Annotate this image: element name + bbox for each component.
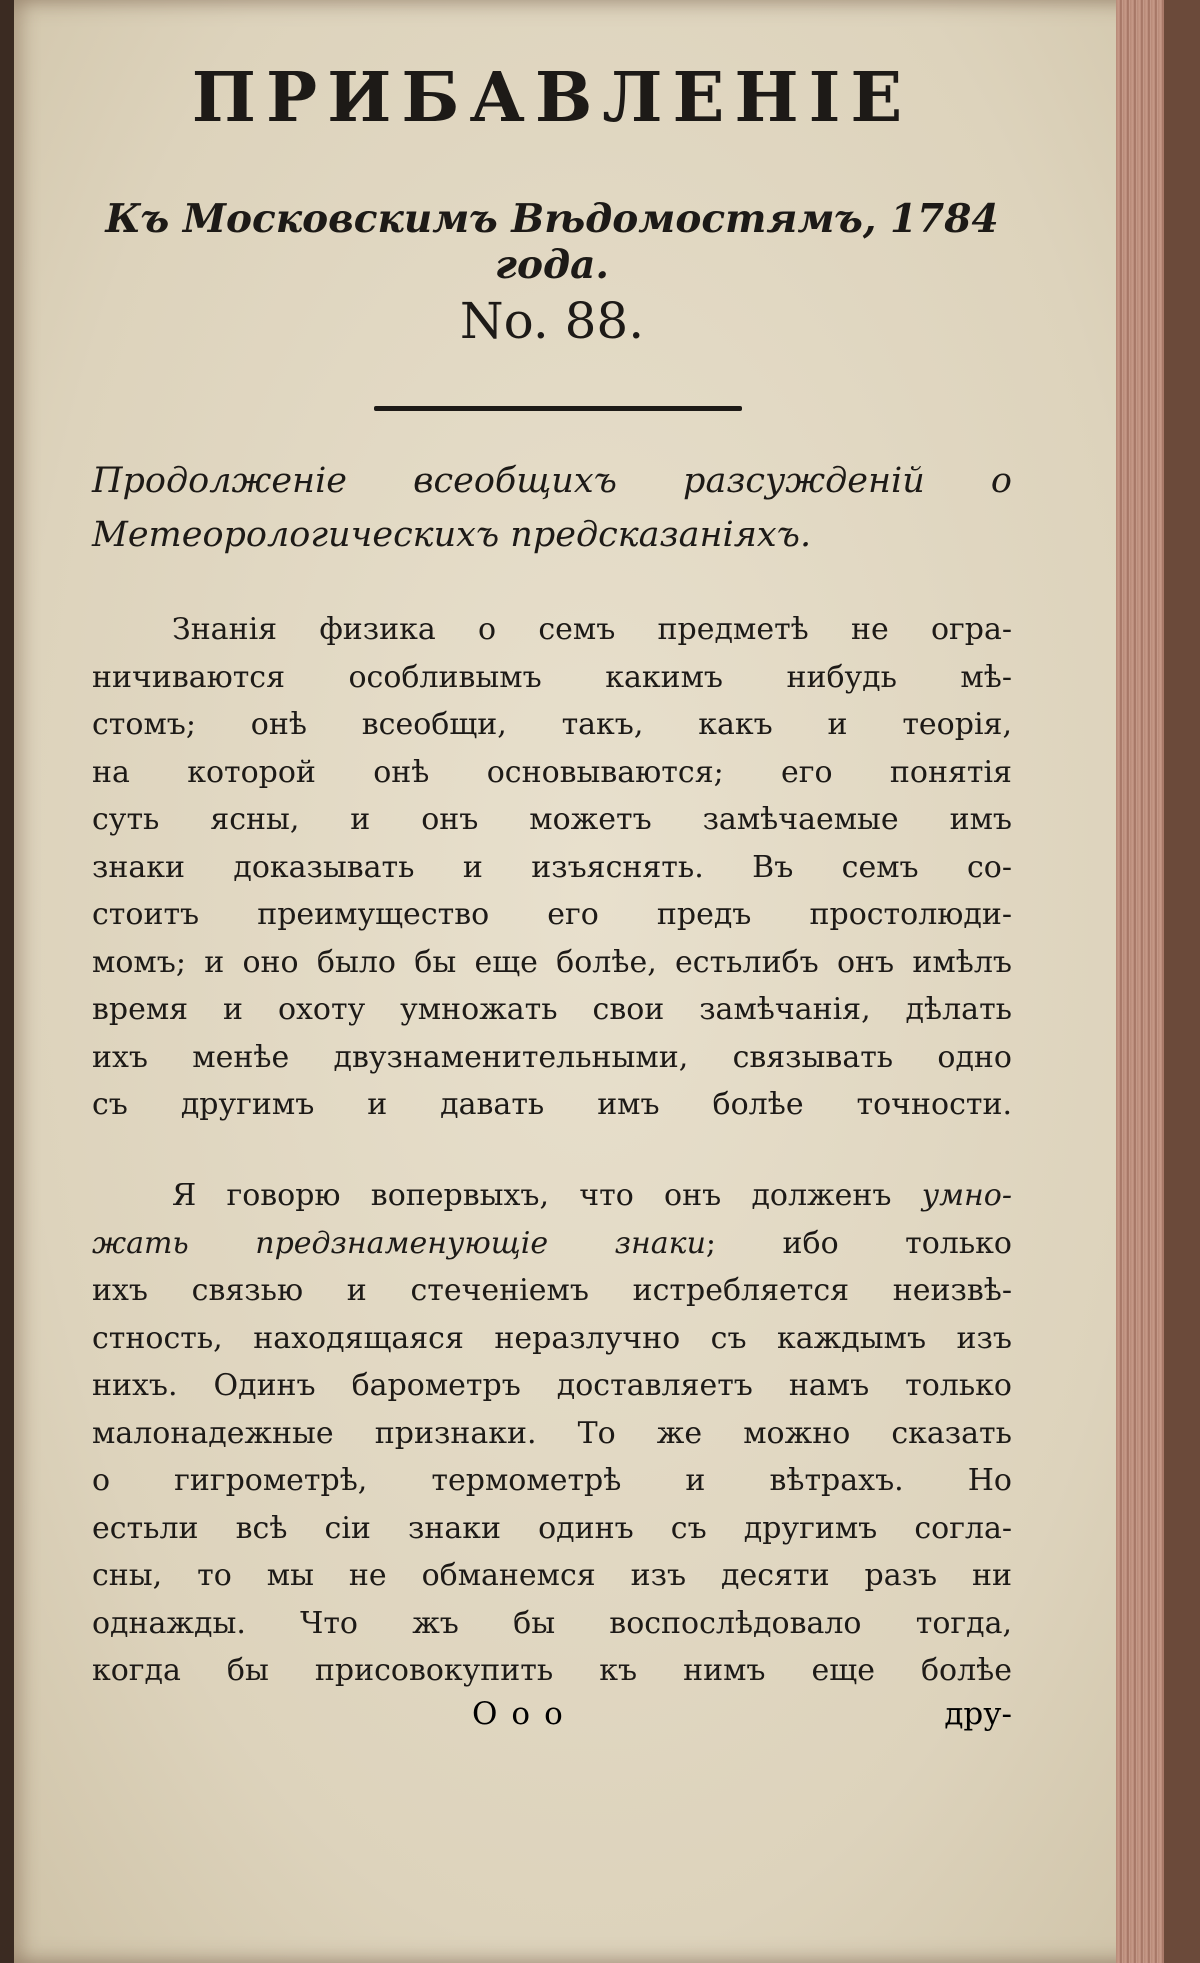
paragraph-line: стность, находящаяся неразлучно съ каждымъ изъ	[92, 1320, 1012, 1356]
paragraph-line: съ другимъ и давать имъ болѣе точности.	[92, 1087, 1012, 1122]
page-footer	[92, 1696, 1012, 1746]
paragraph-line: знаки доказывать и изъяснять. Въ семъ со-	[92, 849, 1012, 885]
paragraph-line-rest: ; ибо только	[705, 1225, 1012, 1261]
paragraph-1	[92, 606, 1012, 1129]
paragraph-line-lead: Я говорю вопервыхъ, что онъ долженъ	[172, 1178, 892, 1213]
paragraph-line: стоитъ преимущество его предъ простолюди-	[92, 897, 1012, 932]
article-heading: Продолженiе всеобщихъ разсужденiй о Метеорологическихъ предсказанiяхъ.	[92, 461, 1012, 555]
paragraph-line: время и охоту умножать свои замѣчанiя, дѣлать	[92, 992, 1012, 1027]
paragraph-2	[92, 1172, 1012, 1695]
emphasis-text: жать предзнаменующiе знаки	[92, 1225, 706, 1261]
paragraph-line: стомъ; онѣ всеобщи, такъ, какъ и теорiя,	[92, 707, 1012, 742]
paragraph-line: однажды. Что жъ бы воспослѣдовало тогда,	[92, 1605, 1012, 1641]
paragraph-line: когда бы присовокупить къ нимъ еще болѣе	[92, 1653, 1012, 1688]
title-divider	[374, 406, 742, 411]
paragraph-line: естьли всѣ сiи знаки одинъ съ другимъ согла-	[92, 1510, 1012, 1546]
paragraph-line: о гигрометрѣ, термометрѣ и вѣтрахъ. Но	[92, 1463, 1012, 1498]
document-page	[14, 0, 1164, 1963]
paragraph-line	[92, 1172, 1012, 1220]
emphasis-text: умно-	[921, 1178, 1012, 1213]
issue-number: No. 88.	[459, 292, 645, 350]
paragraph-line: ихъ связью и стеченiемъ истребляется неизвѣ-	[92, 1273, 1012, 1308]
paragraph-line: ихъ менѣе двузнаменительными, связывать одно	[92, 1039, 1012, 1075]
paragraph-line: малонадежные признаки. То же можно сказать	[92, 1415, 1012, 1451]
page-edge	[1116, 0, 1164, 1963]
paragraph-line: Знанiя физика о семъ предметѣ не огра-	[172, 612, 1012, 647]
signature-mark: Ооо	[472, 1696, 577, 1732]
paragraph-line: нихъ. Одинъ барометръ доставляетъ намъ только	[92, 1368, 1012, 1403]
page-title: ПРИБАВЛЕНIЕ	[191, 58, 913, 138]
catchword: дру-	[944, 1696, 1012, 1732]
page-subtitle: Къ Московскимъ Вѣдомостямъ, 1784 года.	[105, 196, 999, 288]
paragraph-line: на которой онѣ основываются; его понятiя	[92, 754, 1012, 790]
book-gutter	[0, 0, 14, 1963]
paragraph-line	[92, 1220, 1012, 1268]
paragraph-line: ничиваются особливымъ какимъ нибудь мѣ-	[92, 659, 1012, 695]
paragraph-line: момъ; и оно было бы еще болѣе, естьлибъ онъ имѣлъ	[92, 944, 1012, 980]
paragraph-line: суть ясны, и онъ можетъ замѣчаемые имъ	[92, 802, 1012, 837]
paragraph-line: сны, то мы не обманемся изъ десяти разъ ни	[92, 1558, 1012, 1593]
